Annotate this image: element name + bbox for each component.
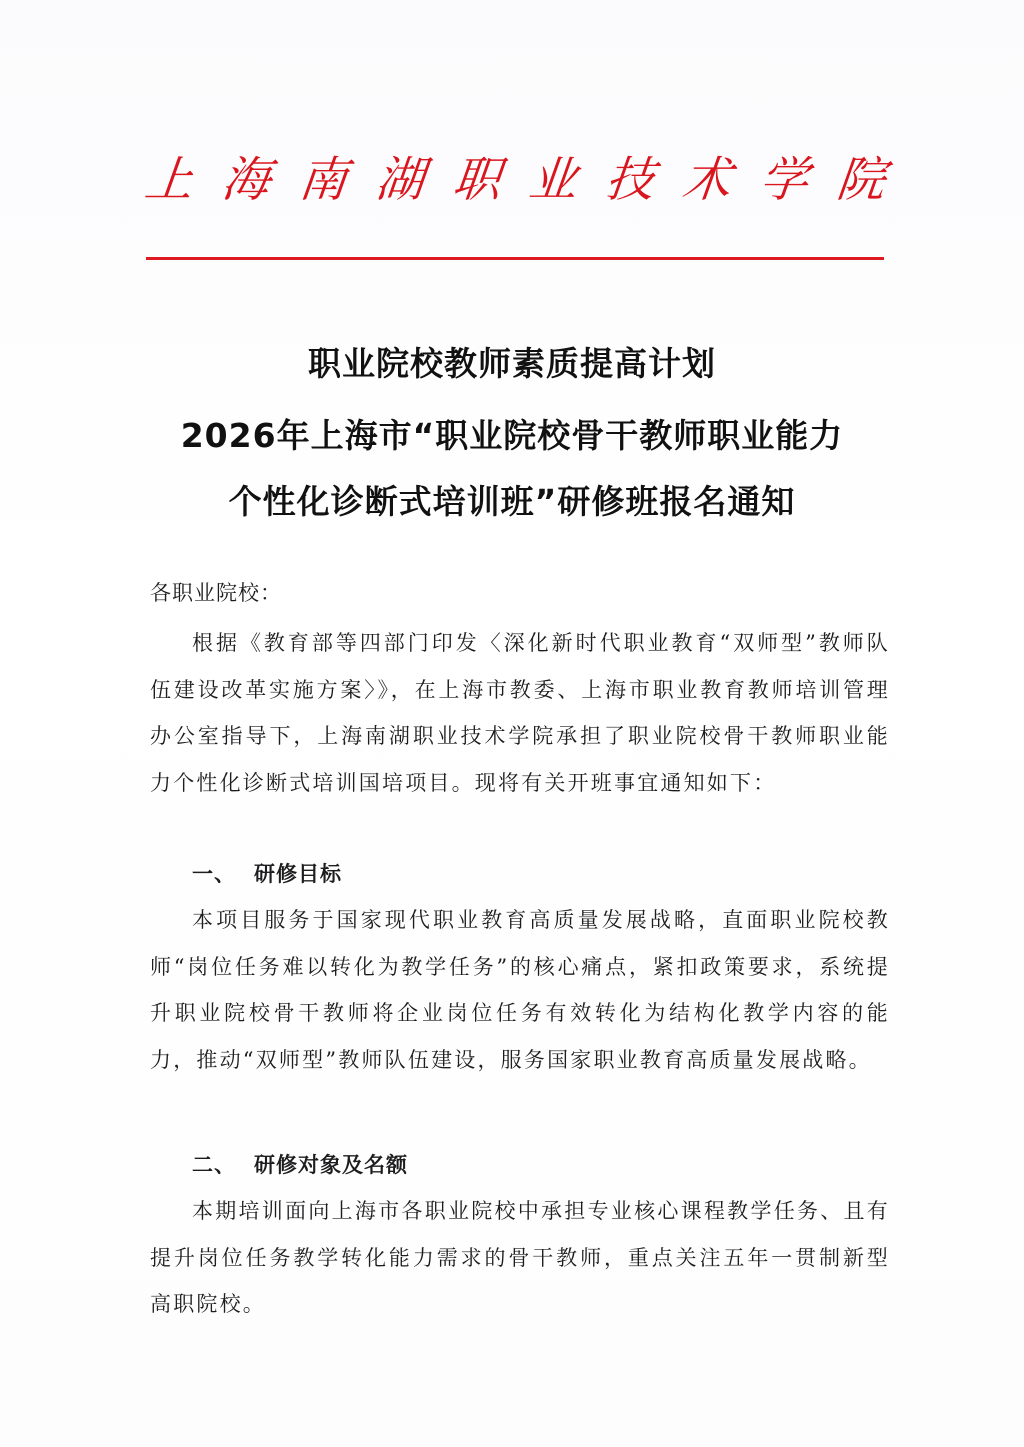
section-1-paragraph: 本项目服务于国家现代职业教育高质量发展战略，直面职业院校教师“岗位任务难以转化为教学任务”的核心痛点，紧扣政策要求，系统提升职业院校骨干教师将企业岗位任务有效转化为结构化教学内容的能力，推动“双师型”教师队伍建设，服务国家职业教育高质量发展战略。: [150, 908, 890, 1072]
document-title-line-2: 2026年上海市“职业院校骨干教师职业能力: [180, 416, 844, 455]
letterhead-char: 业: [526, 152, 581, 208]
letterhead-char: 院: [833, 152, 888, 208]
section-heading-2: [192, 1150, 408, 1180]
letterhead-char: 南: [295, 152, 350, 208]
letterhead-char: 海: [218, 152, 273, 208]
letterhead-char: 湖: [372, 152, 427, 208]
section-title: 研修对象及名额: [254, 1153, 408, 1177]
salutation: 各职业院校：: [150, 581, 282, 605]
section-number: 一、: [192, 862, 236, 886]
section-heading-1: [192, 859, 342, 889]
letterhead-char: 职: [449, 152, 504, 208]
section-number: 二、: [192, 1153, 236, 1177]
letterhead-char: 术: [680, 152, 735, 208]
section-title: 研修目标: [254, 862, 342, 886]
letterhead-char: 技: [603, 152, 658, 208]
document-title-line-1: 职业院校教师素质提高计划: [308, 344, 716, 383]
letterhead-char: 上: [142, 152, 196, 208]
document-title-line-3: 个性化诊断式培训班”研修班报名通知: [228, 482, 796, 521]
letterhead-org-name: [142, 150, 888, 210]
section-2-paragraph: 本期培训面向上海市各职业院校中承担专业核心课程教学任务、且有提升岗位任务教学转化能力需求的骨干教师，重点关注五年一贯制新型高职院校。: [150, 1199, 890, 1316]
intro-paragraph: 根据《教育部等四部门印发〈深化新时代职业教育“双师型”教师队伍建设改革实施方案〉》，在上海市教委、上海市职业教育教师培训管理办公室指导下，上海南湖职业技术学院承担了职业院校骨干教师职业能力个性化诊断式培训国培项目。现将有关开班事宜通知如下：: [150, 631, 890, 795]
letterhead-char: 学: [757, 152, 811, 208]
letterhead-red-rule: [146, 257, 884, 260]
